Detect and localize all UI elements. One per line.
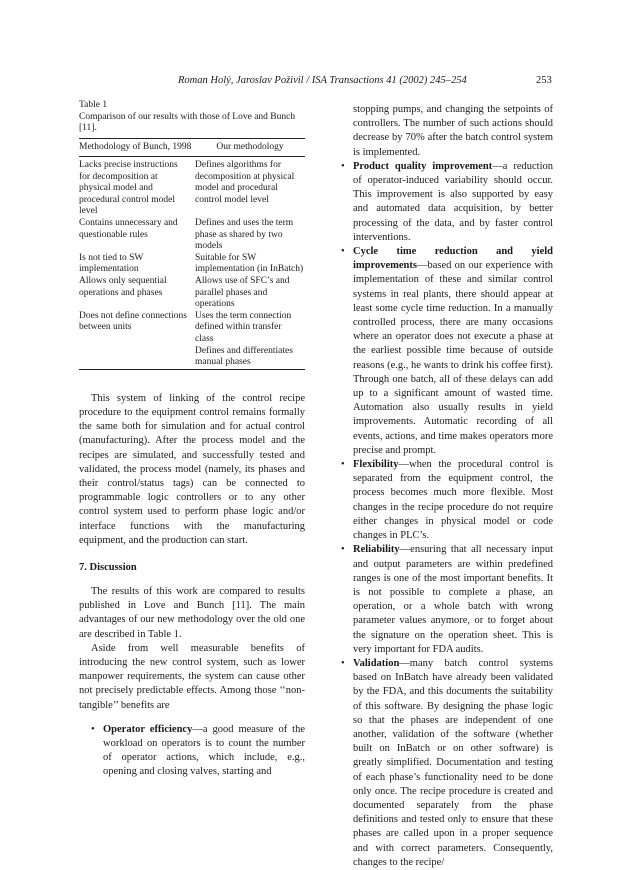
continued-text: stopping pumps, and changing the setpoints of controllers. The number of such actions should decrease by 70% after the batch control system is implemented.: [353, 104, 553, 158]
table-caption: [79, 100, 305, 135]
cell-line: model and procedural: [195, 183, 278, 194]
cell-line: Suitable for SW: [195, 252, 257, 263]
cell-line: control model level: [195, 194, 269, 205]
cell-line: decomposition at physical: [195, 171, 295, 182]
right-column: [339, 103, 553, 870]
table-row: [79, 346, 305, 370]
bullet-title: Validation: [353, 657, 400, 669]
section-heading: 7. Discussion: [79, 562, 137, 574]
table-caption-line: [11].: [79, 123, 97, 133]
bullet-icon: •: [341, 160, 345, 172]
list-item: [339, 160, 553, 245]
bullet-title: Flexibility: [353, 459, 399, 471]
table-label: Table 1: [79, 100, 108, 110]
cell-bunch: Contains unnecessary and questionable rules: [79, 218, 178, 240]
paragraph: The results of this work are compared to results published in Love and Bunch [11]. The main advantages of our new methodology over the old one are described in Table 1.: [79, 586, 305, 640]
bullet-title: Cycle time reduction and yield improvements: [353, 246, 553, 272]
cell-line: Defines and differentiates: [195, 345, 293, 356]
cell-line: Defines algorithms for: [195, 160, 282, 171]
list-item: [339, 245, 553, 458]
bullet-icon: •: [341, 544, 345, 556]
cell-ours: [195, 346, 305, 370]
cell-bunch: Does not define connections between units: [79, 310, 187, 333]
table-row: [79, 157, 305, 218]
bullet-icon: •: [341, 459, 345, 471]
table-caption-line: Comparison of our results with those of Love and Bunch: [79, 111, 296, 122]
page-number: 253: [536, 75, 552, 86]
cell-line: operations: [195, 299, 235, 310]
cell-line: manual phases: [195, 357, 251, 368]
column-header-ours: Our methodology: [216, 141, 284, 152]
cell-line: Defines and uses the term: [195, 218, 294, 229]
cell-bunch: Allows only sequential operations and phases: [79, 276, 167, 298]
comparison-table: [79, 138, 305, 370]
cell-line: implementation (in InBatch): [195, 264, 304, 275]
bullet-icon: •: [341, 246, 345, 258]
bullet-text: —a reduction of operator-induced variability should occur. This improvement is also supported by easy and automated data acquisition, by better processing of the data, and by faster control interventions.: [353, 160, 554, 243]
cell-bunch: Lacks precise instructions for decomposition at physical model and procedural control model level: [79, 160, 178, 217]
column-header-bunch: Methodology of Bunch, 1998: [79, 141, 192, 152]
cell-bunch: Is not tied to SW implementation: [79, 252, 144, 275]
list-item: [339, 657, 553, 870]
cell-line: parallel phases and: [195, 287, 268, 298]
bullet-title: Reliability: [353, 544, 400, 556]
bullet-title: Product quality improvement: [353, 160, 493, 172]
table-row: [79, 276, 305, 311]
running-title: Roman Holý, Jaroslav Poživil / ISA Transactions 41 (2002) 245–254: [178, 75, 467, 86]
benefit-list: [339, 160, 553, 870]
cell-line: Uses the term connection: [195, 310, 292, 321]
cell-ours: [195, 218, 305, 253]
table-row: [79, 218, 305, 253]
list-item: [339, 543, 553, 657]
bullet-text: —based on our experience with implementation of these and similar control systems in real plants, there should appear at least some cycle time reduction. In a manually controlled process, there are many occasions where an operator does not execute a phase at the earliest possible time because of outside reasons (e.g., he wants to drink his coffee first). Through one batch, all of these delays can add up to a significant amount of wasted time. Automation also usually results in yield improvements. Automatic recording of all events, actions, and time makes operators more precise and prompt.: [353, 260, 553, 456]
cell-line: class: [195, 334, 214, 344]
table-header-row: [79, 138, 305, 157]
cell-ours: [195, 253, 305, 276]
list-item: [79, 723, 305, 780]
cell-line: defined within transfer: [195, 322, 282, 333]
cell-ours: [195, 311, 305, 346]
cell-ours: [195, 276, 305, 311]
cell-ours: [195, 157, 305, 218]
benefit-list: [79, 723, 305, 780]
bullet-icon: •: [341, 657, 345, 669]
cell-line: phase as shared by two: [195, 229, 283, 240]
bullet-text: —many batch control systems based on InBatch have already been validated by the FDA, and this documents the suitability of this software. By designing the phase logic so that the phases are independent of one another, validation of the software (whether built on InBatch or on other software) is greatly simplified. Documentation and testing of each phase’s functionality need to be done only once. The recipe procedure is created and documented separately from the phase definitions and tested only to ensure that these phases are called upon in a proper sequence and with correct parameters. Consequently, changes to the recipe/: [353, 657, 553, 868]
list-item: [339, 458, 553, 543]
paragraph: This system of linking of the control recipe procedure to the equipment control remains formally the same both for simulation and for actual control (manufacturing). After the process model and the recipes are simulated, and successfully tested and validated, the process model (namely, its phases and their control/status tags) can be connected to programmable logic controllers or to any other control system used to perform phase logic and/or interface functions with the manufacturing equipment, and the production can start.: [79, 392, 305, 546]
table-row: [79, 253, 305, 276]
cell-line: models: [195, 241, 223, 252]
bullet-text: —ensuring that all necessary input and output parameters are within predefined ranges is one of the most important benefits. It is not possible to complete a phase, an operation, or a whole batch with wrong parameter values anymore, or to forget about the signature on the operation sheet. This is very important for FDA audits.: [353, 544, 553, 655]
bullet-text: —a good measure of the workload on operators is to count the number of operator actions, which include, e.g., opening and closing valves, starting and: [103, 723, 305, 778]
table-row: [79, 311, 305, 346]
bullet-text: —when the procedural control is separated from the equipment control, the process becomes much more flexible. Most changes in the recipe procedure do not require either changes in physical model or code changes in PLC’s.: [353, 459, 553, 542]
running-header: [0, 75, 638, 91]
bullet-icon: •: [91, 723, 95, 735]
bullet-title: Operator efficiency: [103, 723, 193, 735]
cell-bunch: [79, 346, 195, 370]
left-column: [79, 100, 305, 780]
paragraph: Aside from well measurable benefits of introducing the new control system, such as lower manpower requirements, the system can cause other not precisely predictable effects. Among those ‘‘non-tangible’’ benefits are: [79, 642, 305, 711]
cell-line: Allows use of SFC’s and: [195, 276, 290, 287]
